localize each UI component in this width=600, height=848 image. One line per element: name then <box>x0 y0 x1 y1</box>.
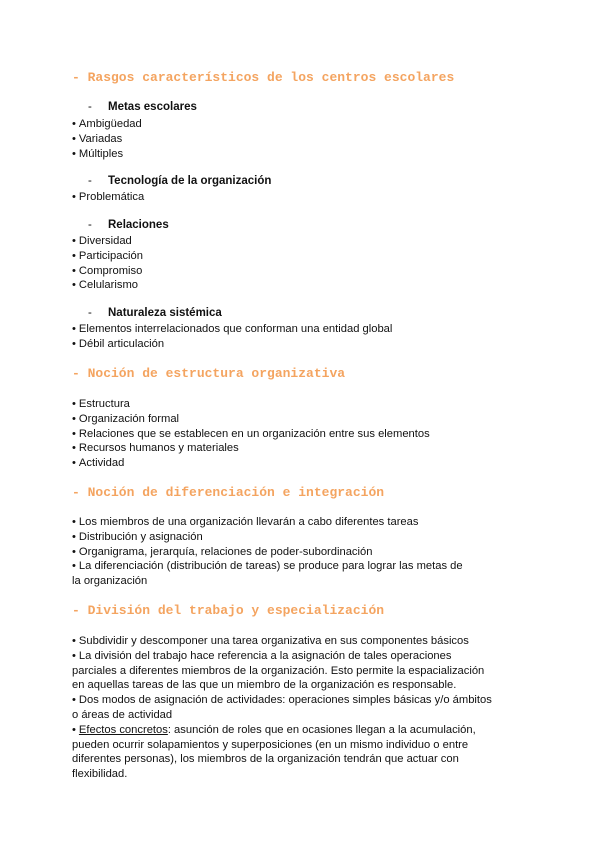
list-item: • La división del trabajo hace referencia a la asignación de tales operaciones parciales a diferentes miembros de la organización. Esto permite la espacialización en aquellas tareas de las que un miembro de la organización es responsable. <box>72 649 485 692</box>
list-item: • Débil articulación <box>72 337 165 350</box>
list-estructura <box>72 397 532 471</box>
list-naturaleza <box>72 322 532 352</box>
list-item: • Recursos humanos y materiales <box>72 442 239 455</box>
subheading-naturaleza: - Naturaleza sistémica <box>88 307 222 319</box>
list-item: • Elementos interrelacionados que conforman una entidad global <box>72 323 393 335</box>
list-item: • Participación <box>72 249 143 262</box>
list-item: • Múltiples <box>72 147 124 160</box>
list-item: • Ambigüedad <box>72 118 142 130</box>
section-title-diferenciacion: - Noción de diferenciación e integración <box>72 485 385 500</box>
subheading-tecnologia: - Tecnología de la organización <box>88 175 272 187</box>
list-item: • Compromiso <box>72 264 143 277</box>
list-item: • Distribución y asignación <box>72 530 203 543</box>
list-item: • Efectos concretos: asunción de roles que en ocasiones llegan a la acumulación, pueden ocurrir solapamientos y superposiciones (en un mismo individuo o entre diferentes personas), los miembros de la organización tendrán que actuar con flexibilidad. <box>72 723 476 781</box>
list-item: • Variadas <box>72 132 123 145</box>
list-item: • Celularismo <box>72 279 138 292</box>
list-item: • Diversidad <box>72 235 132 247</box>
list-relaciones <box>72 234 532 293</box>
list-metas <box>72 117 532 161</box>
section-title-division: - División del trabajo y especialización <box>72 603 385 618</box>
list-item: • Dos modos de asignación de actividades: operaciones simples básicas y/o ámbitos o áreas de actividad <box>72 694 492 721</box>
list-item: • Problemática <box>72 191 145 203</box>
subheading-relaciones: - Relaciones <box>88 219 169 231</box>
list-item: • Actividad <box>72 457 125 470</box>
section-title-estructura: - Noción de estructura organizativa <box>72 366 346 381</box>
section-title-rasgos: - Rasgos característicos de los centros escolares <box>72 70 455 85</box>
list-item: • Relaciones que se establecen en un organización entre sus elementos <box>72 427 430 440</box>
subheading-metas: - Metas escolares <box>88 101 197 113</box>
list-diferenciacion <box>72 515 532 589</box>
list-division <box>72 634 492 782</box>
list-item: • Organización formal <box>72 412 180 425</box>
list-item: • La diferenciación (distribución de tareas) se produce para lograr las metas de la organización <box>72 560 463 588</box>
efectos-concretos-label: Efectos concretos <box>78 723 168 736</box>
list-item: • Estructura <box>72 398 130 410</box>
list-tecnologia <box>72 190 532 205</box>
list-item: • Organigrama, jerarquía, relaciones de poder-subordinación <box>72 545 373 558</box>
list-item: • Los miembros de una organización llevarán a cabo diferentes tareas <box>72 516 419 528</box>
list-item: • Subdividir y descomponer una tarea organizativa en sus componentes básicos <box>72 635 469 647</box>
